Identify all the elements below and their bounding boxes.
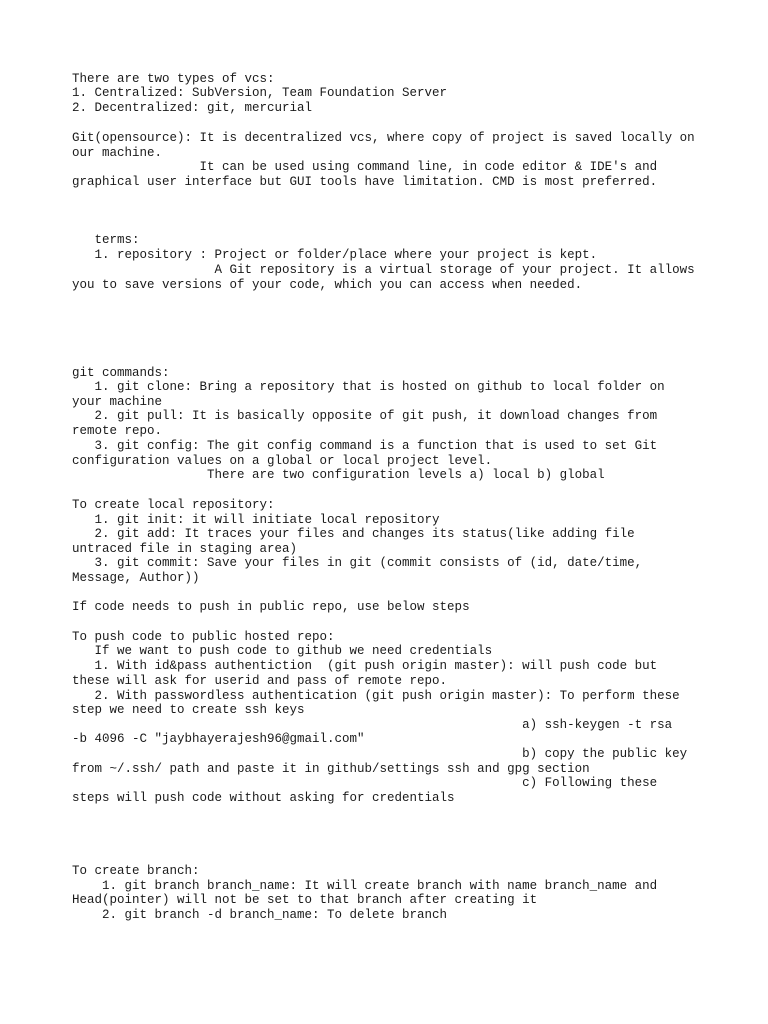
text-line: To create local repository:	[72, 498, 275, 512]
text-line: 2. Decentralized: git, mercurial	[72, 101, 313, 115]
text-line: Git(opensource): It is decentralized vcs, where copy of project is saved locally on	[72, 131, 695, 145]
text-line: configuration values on a global or local project level.	[72, 454, 493, 468]
text-line: 3. git commit: Save your files in git (commit consists of (id, date/time,	[72, 556, 643, 570]
text-line: To create branch:	[72, 864, 200, 878]
text-line: Message, Author))	[72, 571, 200, 585]
text-line: If we want to push code to github we need credentials	[72, 644, 493, 658]
text-line: If code needs to push in public repo, use below steps	[72, 600, 470, 614]
text-line: these will ask for userid and pass of remote repo.	[72, 674, 448, 688]
text-line: terms:	[72, 233, 140, 247]
text-line: 1. git branch branch_name: It will create branch with name branch_name and	[72, 879, 658, 893]
text-line: git commands:	[72, 366, 170, 380]
text-line: from ~/.ssh/ path and paste it in github/settings ssh and gpg section	[72, 762, 590, 776]
text-line: 1. repository : Project or folder/place where your project is kept.	[72, 248, 598, 262]
text-line: your machine	[72, 395, 163, 409]
text-line: untraced file in staging area)	[72, 542, 298, 556]
text-line: -b 4096 -C "jaybhayerajesh96@gmail.com"	[72, 732, 365, 746]
text-line: 2. git pull: It is basically opposite of git push, it download changes from	[72, 409, 658, 423]
text-line: 1. With id&pass authentiction (git push origin master): will push code but	[72, 659, 658, 673]
text-line: 2. With passwordless authentication (git push origin master): To perform these	[72, 689, 680, 703]
text-line: 2. git add: It traces your files and changes its status(like adding file	[72, 527, 635, 541]
text-line: you to save versions of your code, which you can access when needed.	[72, 278, 583, 292]
text-line: step we need to create ssh keys	[72, 703, 305, 717]
text-line: Head(pointer) will not be set to that branch after creating it	[72, 893, 538, 907]
text-line: There are two configuration levels a) local b) global	[72, 468, 605, 482]
text-line: 2. git branch -d branch_name: To delete branch	[72, 908, 448, 922]
text-line: It can be used using command line, in code editor & IDE's and	[72, 160, 658, 174]
text-line: a) ssh-keygen -t rsa	[72, 718, 673, 732]
text-line: There are two types of vcs:	[72, 72, 275, 86]
text-line: To push code to public hosted repo:	[72, 630, 335, 644]
text-line: A Git repository is a virtual storage of your project. It allows	[72, 263, 695, 277]
text-line: 1. git clone: Bring a repository that is hosted on github to local folder on	[72, 380, 665, 394]
text-line: 1. Centralized: SubVersion, Team Foundation Server	[72, 86, 448, 100]
text-line: steps will push code without asking for credentials	[72, 791, 455, 805]
text-line: 3. git config: The git config command is a function that is used to set Git	[72, 439, 658, 453]
text-line: remote repo.	[72, 424, 163, 438]
text-line: c) Following these	[72, 776, 658, 790]
text-line: b) copy the public key	[72, 747, 688, 761]
text-line: our machine.	[72, 146, 163, 160]
text-line: graphical user interface but GUI tools have limitation. CMD is most preferred.	[72, 175, 658, 189]
text-line: 1. git init: it will initiate local repository	[72, 513, 440, 527]
